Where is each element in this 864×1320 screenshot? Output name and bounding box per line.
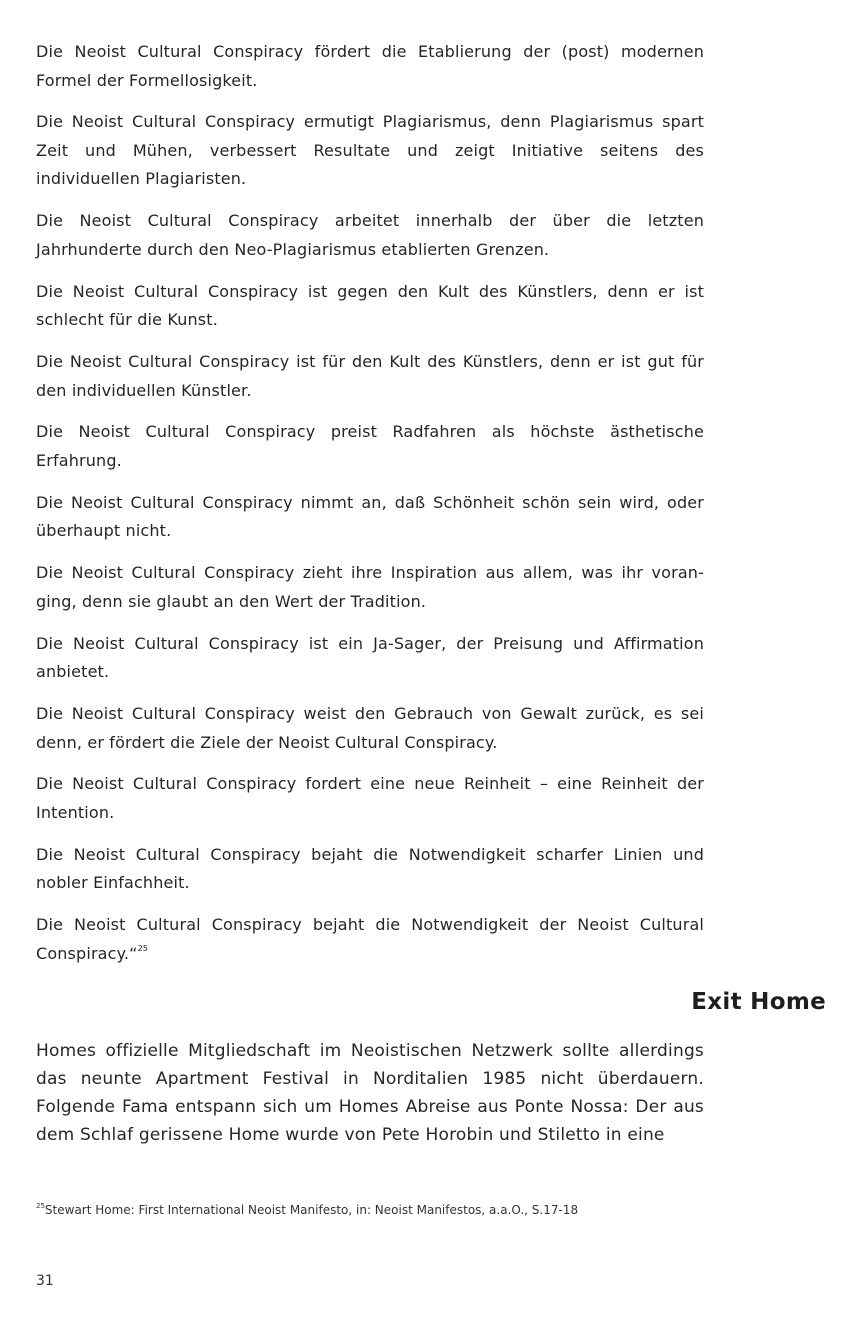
quote-paragraph-4: Die Neoist Cultural Conspiracy ist gegen den Kult des Künstlers, denn er ist schlecht für die Kunst. [36,281,704,330]
footnote-number: 25 [36,1202,45,1210]
quote-paragraph-10: Die Neoist Cultural Conspiracy weist den Gebrauch von Gewalt zurück, es sei denn, er fördert die Ziele der Neoist Cultural Conspiracy. [36,704,704,752]
body-paragraph: Homes offizielle Mitgliedschaft im Neoistischen Netzwerk sollte allerdings das neunte Apartment Festival in Norditalien 1985 nicht überdauern. Folgende Fama entspann sich um Homes Abreise aus Ponte Nossa: Der aus dem Schlaf gerissene Home wurde von Pete Horobin und Stiletto in eine [36,1041,704,1145]
quote-paragraph-8: Die Neoist Cultural Conspiracy zieht ihre Inspiration aus allem, was ihr voran-ging, denn sie glaubt an den Wert der Tradition. [36,563,704,611]
quote-paragraph-7: Die Neoist Cultural Conspiracy nimmt an, daß Schönheit schön sein wird, oder überhaupt nicht. [36,492,704,541]
section-heading: Exit Home [691,989,826,1015]
quote-paragraph-11: Die Neoist Cultural Conspiracy fordert eine neue Reinheit – eine Reinheit der Intention. [36,774,704,822]
quote-paragraph-13-text: Die Neoist Cultural Conspiracy bejaht die Notwendigkeit der Neoist Cultural Conspiracy.“ [36,915,704,963]
footnote [36,1203,578,1217]
footnote-text: Stewart Home: First International Neoist Manifesto, in: Neoist Manifestos, a.a.O., S.17-18 [44,1203,579,1217]
quote-paragraph-9: Die Neoist Cultural Conspiracy ist ein Ja-Sager, der Preisung und Affirmation anbietet. [36,633,704,682]
quote-paragraph-2: Die Neoist Cultural Conspiracy ermutigt Plagiarismus, denn Plagiarismus spart Zeit und Mühen, verbessert Resultate und zeigt Initiative seitens des individuellen Plagiaristen. [36,112,704,189]
footnote-reference: 25 [137,943,149,953]
quote-paragraph-5: Die Neoist Cultural Conspiracy ist für den Kult des Künstlers, denn er ist gut für den individuellen Künstler. [36,352,704,400]
quote-paragraph-13 [36,911,704,968]
manifesto-quote-block [36,38,704,982]
quote-paragraph-12: Die Neoist Cultural Conspiracy bejaht die Notwendigkeit scharfer Linien und nobler Einfachheit. [36,844,704,893]
page-number: 31 [36,1273,54,1289]
quote-paragraph-1: Die Neoist Cultural Conspiracy fördert die Etablierung der (post) modernen Formel der Formellosigkeit. [36,42,704,90]
quote-paragraph-6: Die Neoist Cultural Conspiracy preist Radfahren als höchste ästhetische Erfahrung. [36,422,704,470]
quote-paragraph-3: Die Neoist Cultural Conspiracy arbeitet innerhalb der über die letzten Jahrhunderte durch den Neo-Plagiarismus etablierten Grenzen. [36,211,704,259]
